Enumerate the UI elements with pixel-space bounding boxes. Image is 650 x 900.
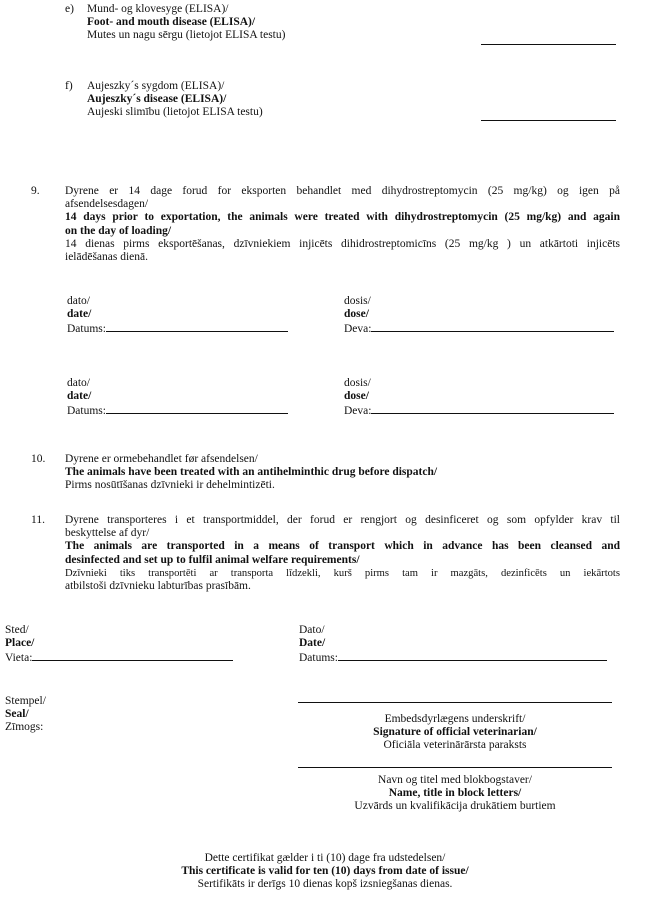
seal-label-danish: Stempel/ (5, 695, 46, 707)
signature-caption (298, 713, 612, 753)
dose-label-danish: dosis/ (344, 377, 371, 389)
place-input-line[interactable] (32, 650, 233, 661)
section-10-number: 10. (31, 453, 46, 465)
section-10-english: The animals have been treated with an antihelminthic drug before dispatch/ (65, 466, 438, 479)
name-title-caption (298, 774, 612, 814)
seal-label-english: Seal/ (5, 708, 29, 721)
signature-label-latvian: Oficiāla veterinārārsta paraksts (383, 739, 527, 752)
section-9-number: 9. (31, 185, 40, 197)
section-11-english-line-2: desinfected and set up to fulfil animal welfare requirements/ (65, 553, 360, 566)
item-f (65, 80, 73, 93)
name-title-label-english: Name, title in block letters/ (388, 787, 522, 800)
date-label-danish: dato/ (67, 377, 90, 389)
section-10-latvian: Pirms nosūtīšanas dzīvnieki ir dehelmintizēti. (65, 479, 275, 492)
signature-line[interactable] (298, 702, 612, 703)
item-e-english: Foot- and mouth disease (ELISA)/ (87, 16, 256, 29)
section-11-text (65, 514, 620, 593)
dose-label-latvian: Deva: (344, 321, 614, 336)
item-f-result-line[interactable] (481, 120, 616, 121)
date-label-latvian: Datums: (299, 650, 607, 665)
date-label-danish: Dato/ (299, 624, 325, 636)
section-11-danish-line-2: beskyttelse af dyr/ (65, 527, 150, 540)
date-field-2 (67, 377, 288, 419)
section-11-number: 11. (31, 514, 45, 526)
item-e-text (87, 3, 285, 43)
date-field-1 (67, 295, 288, 337)
item-e-marker: e) (65, 3, 74, 15)
section-10-text (65, 453, 437, 493)
section-11-latvian-line-2: atbilstoši dzīvnieku labturības prasībām. (65, 580, 251, 593)
dose-field-2 (344, 377, 614, 419)
section-11-latvian-line-1: Dzīvnieki tiks transportēti ar transporta līdzekli, kurš pirms tam ir mazgāts, dezinficēts un iekārtots (65, 567, 620, 579)
date-label-english: date/ (67, 390, 92, 403)
date-input-line-2[interactable] (106, 403, 288, 414)
section-9-latvian-line-1: 14 dienas pirms eksportēšanas, dzīvniekiem injicēts dihidrostreptomicīns (25 mg/kg ) un atkārtoti injicēts (65, 237, 620, 250)
item-e-danish: Mund- og klovesyge (ELISA)/ (87, 3, 229, 15)
dose-field-1 (344, 295, 614, 337)
validity-note (100, 852, 550, 892)
section-9-text (65, 185, 620, 264)
section-9-english-line-2: on the day of loading/ (65, 224, 172, 237)
dose-label-english: dose/ (344, 308, 369, 321)
date-label-english: Date/ (299, 637, 326, 650)
section-11-english-line-1: The animals are transported in a means of transport which in advance has been cleansed and (65, 540, 620, 553)
date-input-line[interactable] (338, 650, 607, 661)
place-label-danish: Sted/ (5, 624, 29, 636)
place-label-english: Place/ (5, 637, 35, 650)
date-field (299, 624, 607, 666)
item-f-text (87, 80, 263, 120)
section-10-danish: Dyrene er ormebehandlet før afsendelsen/ (65, 453, 258, 465)
signature-label-english: Signature of official veterinarian/ (373, 726, 537, 739)
dose-input-line-1[interactable] (371, 321, 614, 332)
seal-label-latvian: Zīmogs: (5, 721, 44, 734)
section-11-danish-line-1: Dyrene transporteres i et transportmiddel, der forud er rengjort og desinficeret og som opfylder krav til (65, 514, 620, 526)
date-input-line-1[interactable] (106, 321, 288, 332)
dose-label-latvian: Deva: (344, 403, 614, 418)
validity-latvian: Sertifikāts ir derīgs 10 dienas kopš izsniegšanas dienas. (197, 878, 453, 891)
name-title-line[interactable] (298, 767, 612, 768)
item-e (65, 3, 74, 16)
item-f-danish: Aujeszky´s sygdom (ELISA)/ (87, 80, 225, 92)
validity-danish: Dette certifikat gælder i ti (10) dage fra udstedelsen/ (204, 852, 446, 864)
item-e-result-line[interactable] (481, 44, 616, 45)
item-e-latvian: Mutes un nagu sērgu (lietojot ELISA testu) (87, 29, 286, 42)
date-label-danish: dato/ (67, 295, 90, 307)
section-9-english-line-1: 14 days prior to exportation, the animals were treated with dihydrostreptomycin (25 mg/kg) and again (65, 211, 620, 224)
dose-input-line-2[interactable] (371, 403, 614, 414)
date-label-english: date/ (67, 308, 92, 321)
item-f-latvian: Aujeski slimību (lietojot ELISA testu) (87, 106, 263, 119)
place-label-latvian: Vieta: (5, 650, 233, 665)
name-title-label-danish: Navn og titel med blokbogstaver/ (378, 774, 532, 786)
place-field (5, 624, 233, 666)
date-label-latvian: Datums: (67, 321, 288, 336)
item-f-english: Aujeszky´s disease (ELISA)/ (87, 93, 227, 106)
date-label-latvian: Datums: (67, 403, 288, 418)
signature-label-danish: Embedsdyrlægens underskrift/ (384, 713, 526, 725)
name-title-label-latvian: Uzvārds un kvalifikācija drukātiem burtiem (354, 800, 556, 813)
section-9-danish-line-1: Dyrene er 14 dage forud for eksporten behandlet med dihydrostreptomycin (25 mg/kg) og igen på (65, 185, 620, 197)
dose-label-english: dose/ (344, 390, 369, 403)
section-9-danish-line-2: afsendelsesdagen/ (65, 198, 149, 211)
section-9-latvian-line-2: ielādēšanas dienā. (65, 251, 149, 264)
seal-field (5, 695, 46, 735)
dose-label-danish: dosis/ (344, 295, 371, 307)
validity-english: This certificate is valid for ten (10) days from date of issue/ (181, 865, 469, 878)
item-f-marker: f) (65, 80, 73, 92)
